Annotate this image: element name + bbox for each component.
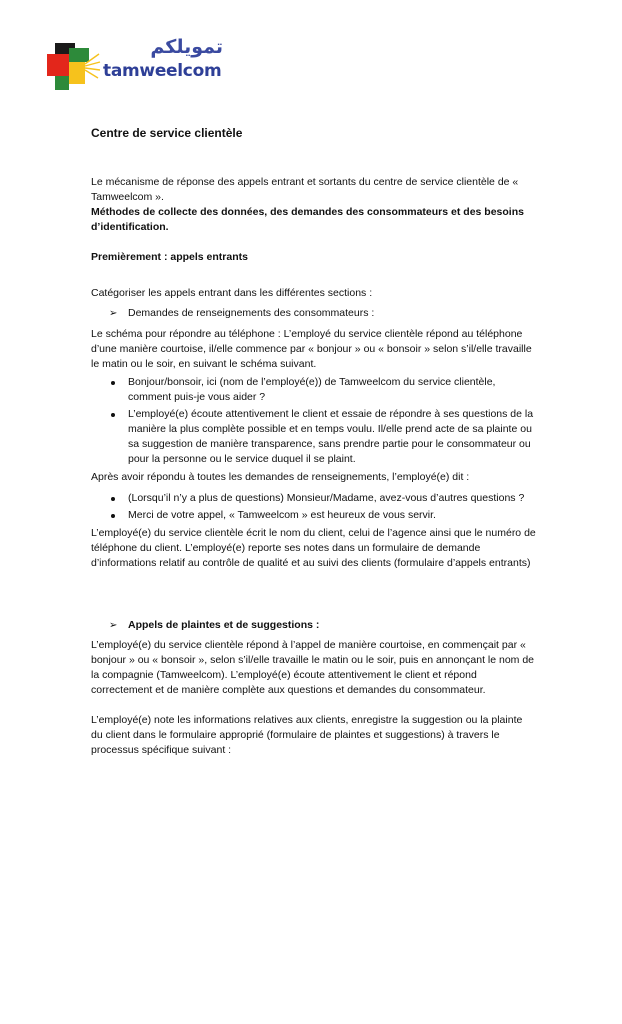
- complaints-paragraph-2: L’employé(e) note les informations relatives aux clients, enregistre la suggestion ou la plainte du client dans le formulaire approprié (formulaire de plaintes et suggestions) à travers le processus spécifique suivant :: [91, 714, 523, 756]
- closing-bullet-list: [91, 491, 536, 523]
- intro-paragraph: Le mécanisme de réponse des appels entrant et sortants du centre de service clientèle de « Tamweelcom ».: [91, 176, 519, 203]
- logo-mark-icon: [45, 40, 101, 96]
- list-item: [91, 618, 536, 633]
- bullet-icon: [111, 514, 115, 518]
- list-item: [91, 375, 536, 405]
- bullet-text: Bonjour/bonsoir, ici (nom de l’employé(e)) de Tamweelcom du service clientèle, comment puis-je vous aider ?: [128, 376, 496, 403]
- bullet-text: Merci de votre appel, « Tamweelcom » est heureux de vous servir.: [128, 509, 436, 521]
- complaints-paragraph-1: L’employé(e) du service clientèle répond à l’appel de manière courtoise, en commençait par « bonjour » ou « bonsoir », selon s’il/elle travaille le matin ou le soir, puis en annonçant le nom de la compagnie (Tamweelcom). L’employé(e) écoute attentivement le client et répond correctement et de manière complète aux questions et demandes du consommateur.: [91, 639, 535, 696]
- bullet-text: (Lorsqu’il n’y a plus de questions) Monsieur/Madame, avez-vous d’autres questions ?: [128, 492, 525, 504]
- schema-paragraph: Le schéma pour répondre au téléphone : L’employé du service clientèle répond au téléphone d’une manière courtoise, il/elle commence par « bonjour » ou « bonsoir » selon s’il/elle travaille le matin ou le soir, en suivant le schéma suivant.: [91, 328, 532, 370]
- bullet-icon: [111, 497, 115, 501]
- list-item: [91, 491, 536, 506]
- document-body: [91, 125, 536, 758]
- arrow-bullet-icon: ➢: [109, 620, 118, 631]
- record-paragraph: L’employé(e) du service clientèle écrit le nom du client, celui de l’agence ainsi que le numéro de téléphone du client. L’employé(e) reporte ses notes dans un formulaire de demande d’informations relatif au contrôle de qualité et au suivi des clients (formulaire d’appels entrants): [91, 527, 536, 569]
- tamweelcom-logo: [45, 36, 225, 96]
- logo-latin-text: tamweelcom: [103, 61, 222, 81]
- incoming-calls-heading: Premièrement : appels entrants: [91, 251, 248, 263]
- inquiries-subheading: Demandes de renseignements des consommateurs :: [128, 307, 375, 319]
- bullet-icon: [111, 413, 115, 417]
- list-item: [91, 407, 536, 467]
- categorize-paragraph: Catégoriser les appels entrant dans les différentes sections :: [91, 287, 373, 299]
- logo-arabic-text: تمويلكم: [150, 36, 223, 58]
- bullet-text: L’employé(e) écoute attentivement le client et essaie de répondre à ses questions de la manière la plus complète possible et en temps voulu. Il/elle prend acte de sa plainte ou sa suggestion de manière transparence, sans prendre partie pour le consommateur ou pour la personne ou le service duquel il se plaint.: [128, 408, 534, 465]
- arrow-bullet-icon: ➢: [109, 308, 118, 319]
- page-title: Centre de service clientèle: [91, 126, 243, 140]
- list-item: [91, 508, 536, 523]
- after-paragraph: Après avoir répondu à toutes les demandes de renseignements, l’employé(e) dit :: [91, 471, 470, 483]
- bullet-icon: [111, 381, 115, 385]
- complaints-subheading: Appels de plaintes et de suggestions :: [128, 619, 320, 631]
- list-item: [91, 306, 536, 321]
- greeting-bullet-list: [91, 375, 536, 467]
- methods-heading: Méthodes de collecte des données, des demandes des consommateurs et des besoins d’identification.: [91, 206, 524, 233]
